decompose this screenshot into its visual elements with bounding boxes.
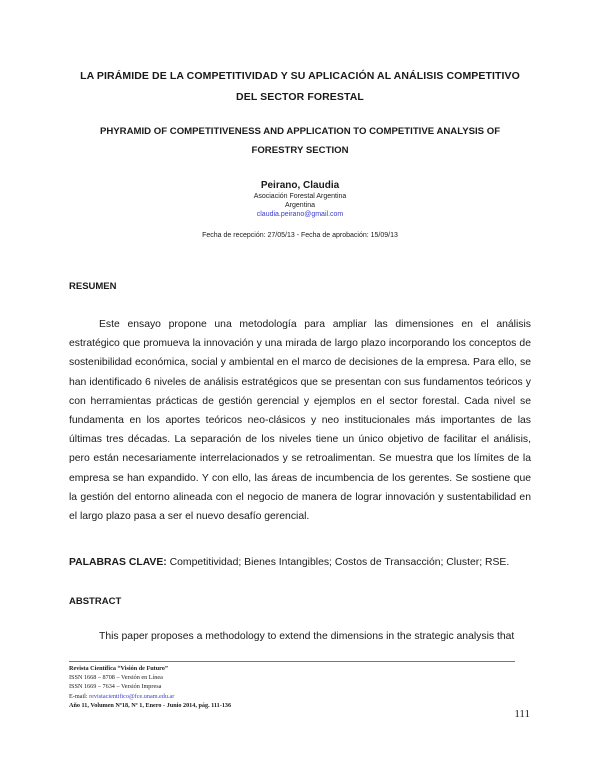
footer-email-link[interactable]: revistacientifico@fce.unam.edu.ar	[89, 692, 175, 700]
issn-print: ISSN 1669 – 7634 – Versión Impresa	[69, 683, 162, 691]
spanish-title	[60, 66, 540, 108]
page-number: 111	[514, 708, 530, 720]
author-country: Argentina	[285, 202, 315, 209]
footer-email-line	[69, 692, 231, 701]
issue-info: Año 11, Volumen Nº18, Nº 1, Enero - Junio 2014, pág. 111-136	[69, 701, 232, 709]
author-email-link[interactable]: claudia.peirano@gmail.com	[256, 211, 344, 218]
footer-divider	[69, 661, 515, 662]
spanish-title-line-1: LA PIRÁMIDE DE LA COMPETITIVIDAD Y SU APLICACIÓN AL ANÁLISIS COMPETITIVO	[80, 70, 520, 82]
author-block	[0, 179, 600, 220]
submission-dates: Fecha de recepción: 27/05/13 - Fecha de aprobación: 15/09/13	[202, 232, 398, 239]
keywords-line	[69, 557, 509, 568]
issn-online: ISSN 1668 – 8708 – Versión en Línea	[69, 674, 163, 682]
keywords-text: Competitividad; Bienes Intangibles; Costos de Transacción; Cluster; RSE.	[169, 557, 510, 568]
journal-name: Revista Científica “Visión de Futuro”	[69, 665, 168, 672]
english-title-line-2: FORESTRY SECTION	[251, 145, 349, 156]
journal-footer	[69, 664, 231, 710]
english-title-line-1: PHYRAMID OF COMPETITIVENESS AND APPLICATION TO COMPETITIVE ANALYSIS OF	[99, 126, 501, 137]
footer-email-label: E-mail:	[69, 692, 88, 700]
english-title	[60, 122, 540, 160]
keywords-label: PALABRAS CLAVE:	[69, 557, 167, 568]
spanish-title-line-2: DEL SECTOR FORESTAL	[236, 91, 364, 103]
abstract-first-line: This paper proposes a methodology to extend the dimensions in the strategic analysis that	[99, 631, 515, 642]
resumen-paragraph: Este ensayo propone una metodología para ampliar las dimensiones en el análisis estratégico que promueva la innovación y una mirada de largo plazo incorporando los conceptos de sostenibilidad económica, social y ambiental en el marco de decisiones de la empresa. Para ello, se han identificado 6 niveles de análisis estratégicos que se presentan con sus fundamentos teóricos y con herramientas prácticas de gestión gerencial y ejemplos en el sector forestal. Cada nivel se fundamenta en los aportes teóricos neo-clásicos y neo institucionales más importantes de las últimas tres décadas. La separación de los niveles tiene un único objetivo de facilitar el análisis, pero están necesariamente interrelacionados y se retroalimentan. Se muestra que los límites de la empresa se han expandido. Y con ello, las áreas de incumbencia de los gerentes. Se sostiene que la gestión del entorno alineada con el negocio de manera de lograr innovación y sustentabilidad en el largo plazo pasa a ser el nuevo desafío gerencial.	[69, 319, 531, 523]
abstract-heading: ABSTRACT	[69, 596, 122, 607]
author-name: Peirano, Claudia	[260, 180, 340, 191]
resumen-heading: RESUMEN	[69, 281, 117, 292]
author-affiliation: Asociación Forestal Argentina	[253, 193, 347, 200]
